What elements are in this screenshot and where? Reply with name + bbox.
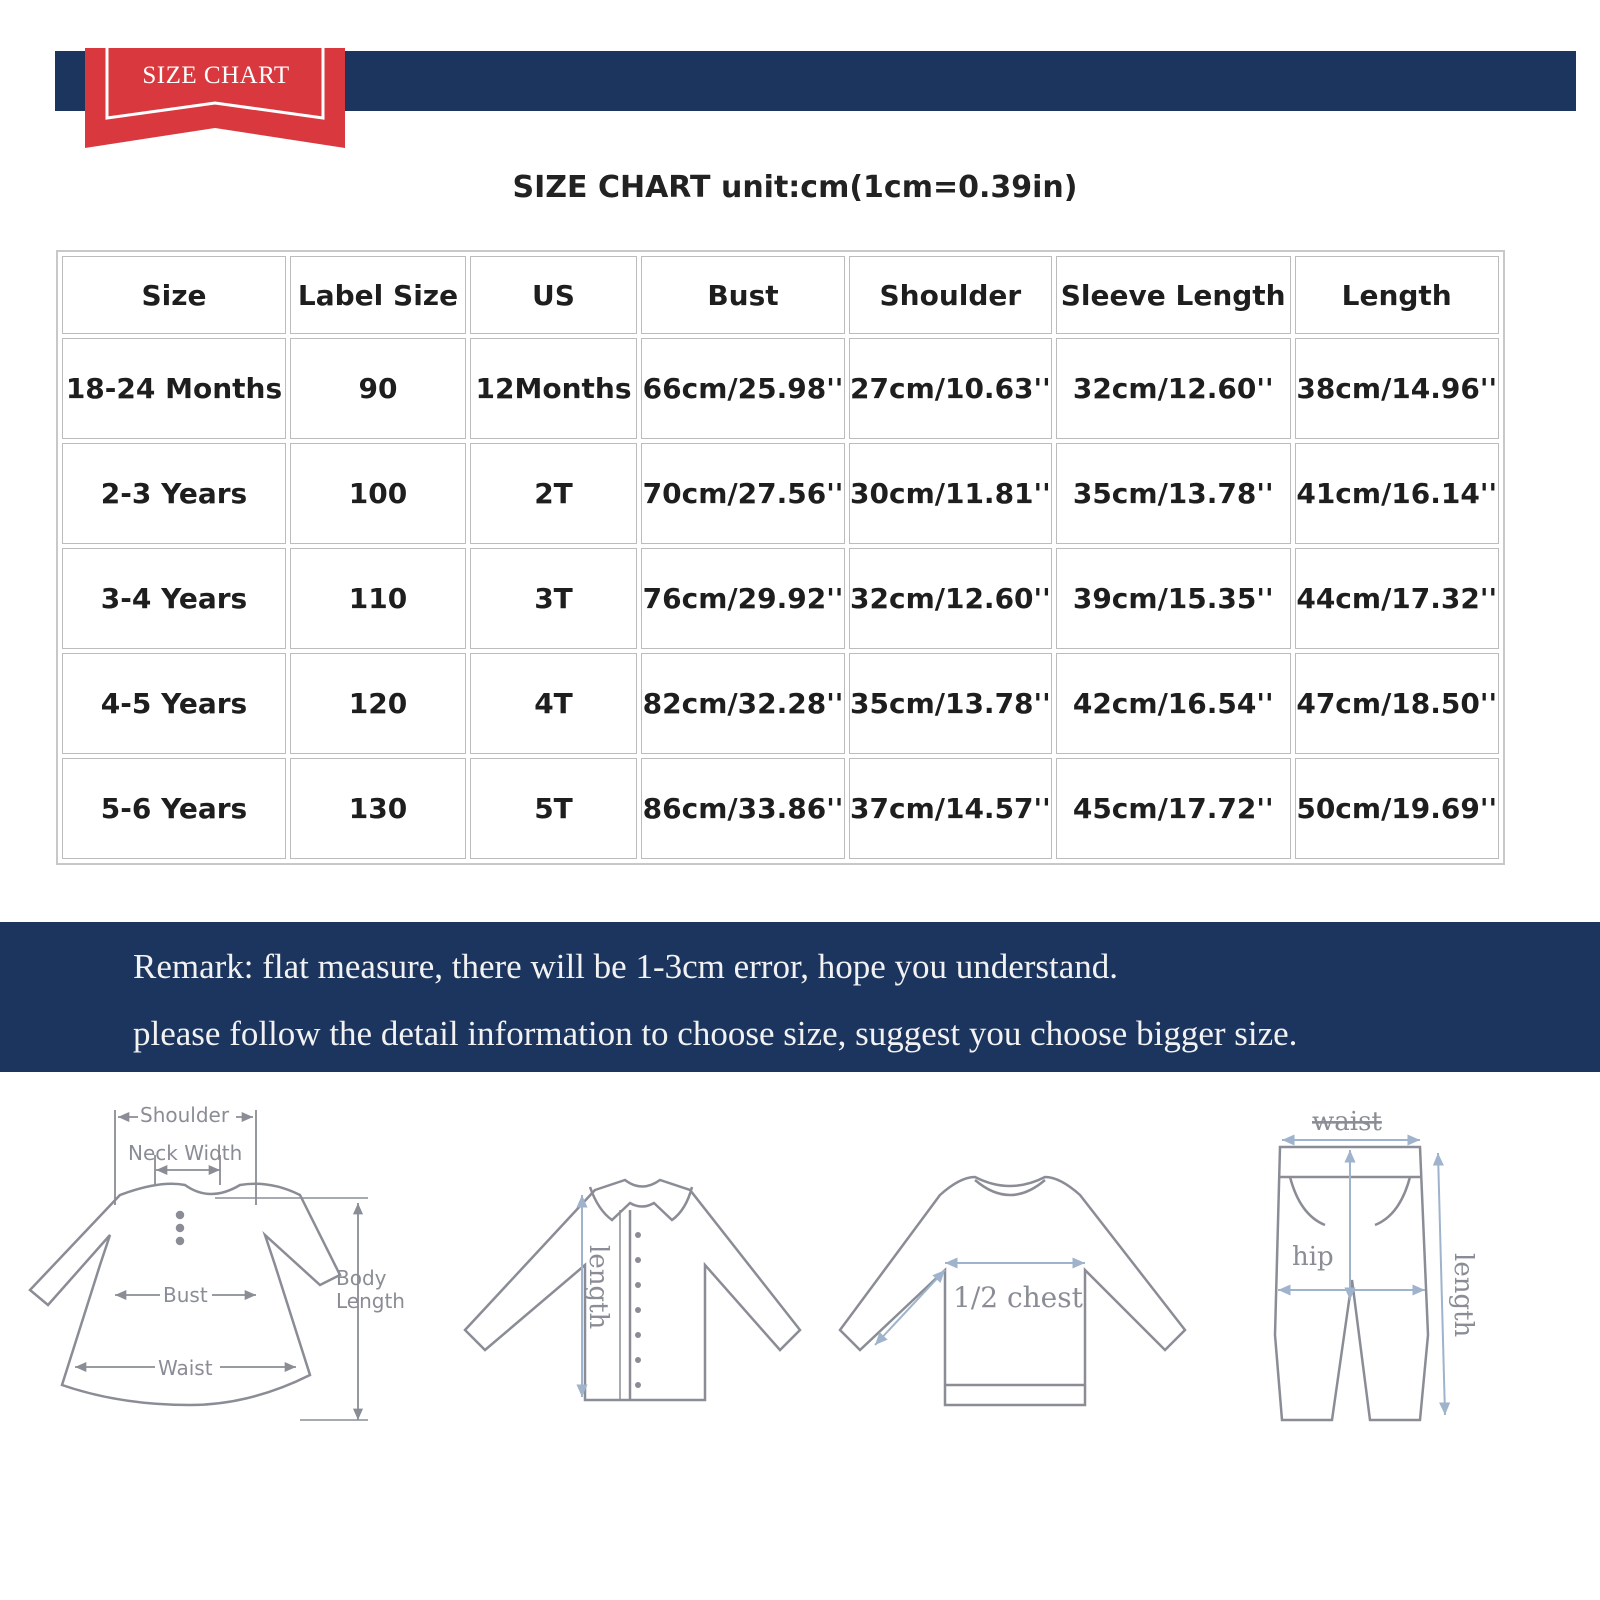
cell-length: 47cm/18.50'' bbox=[1295, 653, 1499, 754]
shirt-buttons bbox=[635, 1232, 641, 1388]
table-header-row bbox=[62, 256, 1499, 334]
dress-shoulder-label: Shoulder bbox=[140, 1103, 230, 1127]
pants-length-label: length bbox=[1448, 1253, 1478, 1338]
cell-shoulder: 35cm/13.78'' bbox=[849, 653, 1052, 754]
cell-size: 3-4 Years bbox=[62, 548, 286, 649]
cell-sleeve-length: 42cm/16.54'' bbox=[1056, 653, 1291, 754]
cell-label-size: 110 bbox=[290, 548, 466, 649]
cell-us: 4T bbox=[470, 653, 637, 754]
cell-label-size: 90 bbox=[290, 338, 466, 439]
cell-us: 12Months bbox=[470, 338, 637, 439]
sweater-chest-label: 1/2 chest bbox=[953, 1281, 1083, 1314]
cell-shoulder: 27cm/10.63'' bbox=[849, 338, 1052, 439]
header-shoulder: Shoulder bbox=[849, 256, 1052, 334]
pants-waist-label: waist bbox=[1312, 1107, 1382, 1137]
cell-size: 2-3 Years bbox=[62, 443, 286, 544]
cell-shoulder: 30cm/11.81'' bbox=[849, 443, 1052, 544]
table-row bbox=[62, 758, 1499, 859]
header-bust: Bust bbox=[641, 256, 845, 334]
cell-sleeve-length: 32cm/12.60'' bbox=[1056, 338, 1291, 439]
measurement-diagrams bbox=[0, 1085, 1600, 1465]
remark-line-1: Remark: flat measure, there will be 1-3cm error, hope you understand. bbox=[133, 947, 1119, 986]
cell-bust: 76cm/29.92'' bbox=[641, 548, 845, 649]
header-us: US bbox=[470, 256, 637, 334]
chart-title: SIZE CHART unit:cm(1cm=0.39in) bbox=[512, 170, 1078, 205]
header-size: Size bbox=[62, 256, 286, 334]
sweater-sleeve-arrow bbox=[875, 1270, 945, 1345]
cell-size: 5-6 Years bbox=[62, 758, 286, 859]
cell-bust: 86cm/33.86'' bbox=[641, 758, 845, 859]
cell-length: 38cm/14.96'' bbox=[1295, 338, 1499, 439]
cell-size: 4-5 Years bbox=[62, 653, 286, 754]
table-row bbox=[62, 338, 1499, 439]
pants-length-arrow bbox=[1438, 1153, 1445, 1415]
table-row bbox=[62, 548, 1499, 649]
cell-shoulder: 32cm/12.60'' bbox=[849, 548, 1052, 649]
cell-sleeve-length: 45cm/17.72'' bbox=[1056, 758, 1291, 859]
shirt-length-label: length bbox=[583, 1245, 613, 1330]
remark-line-2: please follow the detail information to choose size, suggest you choose bigger size. bbox=[133, 1014, 1298, 1053]
dress-neck-width-label: Neck Width bbox=[128, 1141, 243, 1165]
size-table bbox=[56, 250, 1505, 865]
cell-bust: 70cm/27.56'' bbox=[641, 443, 845, 544]
header-length: Length bbox=[1295, 256, 1499, 334]
cell-length: 41cm/16.14'' bbox=[1295, 443, 1499, 544]
ribbon-label: SIZE CHART bbox=[142, 62, 290, 89]
dress-length-label: Length bbox=[336, 1289, 405, 1313]
cell-sleeve-length: 39cm/15.35'' bbox=[1056, 548, 1291, 649]
cell-bust: 82cm/32.28'' bbox=[641, 653, 845, 754]
cell-us: 2T bbox=[470, 443, 637, 544]
pants-diagram bbox=[1275, 1147, 1428, 1420]
cell-us: 3T bbox=[470, 548, 637, 649]
cell-sleeve-length: 35cm/13.78'' bbox=[1056, 443, 1291, 544]
table-row bbox=[62, 653, 1499, 754]
cell-label-size: 130 bbox=[290, 758, 466, 859]
shirt-diagram bbox=[465, 1180, 800, 1400]
table-row bbox=[62, 443, 1499, 544]
dress-bust-label: Bust bbox=[163, 1283, 208, 1307]
cell-length: 44cm/17.32'' bbox=[1295, 548, 1499, 649]
cell-length: 50cm/19.69'' bbox=[1295, 758, 1499, 859]
cell-size: 18-24 Months bbox=[62, 338, 286, 439]
header-sleeve-length: Sleeve Length bbox=[1056, 256, 1291, 334]
cell-us: 5T bbox=[470, 758, 637, 859]
cell-bust: 66cm/25.98'' bbox=[641, 338, 845, 439]
dress-body-label: Body bbox=[336, 1266, 387, 1290]
cell-shoulder: 37cm/14.57'' bbox=[849, 758, 1052, 859]
pants-hip-label: hip bbox=[1292, 1242, 1334, 1272]
header-label-size: Label Size bbox=[290, 256, 466, 334]
dress-waist-label: Waist bbox=[158, 1356, 213, 1380]
cell-label-size: 120 bbox=[290, 653, 466, 754]
cell-label-size: 100 bbox=[290, 443, 466, 544]
